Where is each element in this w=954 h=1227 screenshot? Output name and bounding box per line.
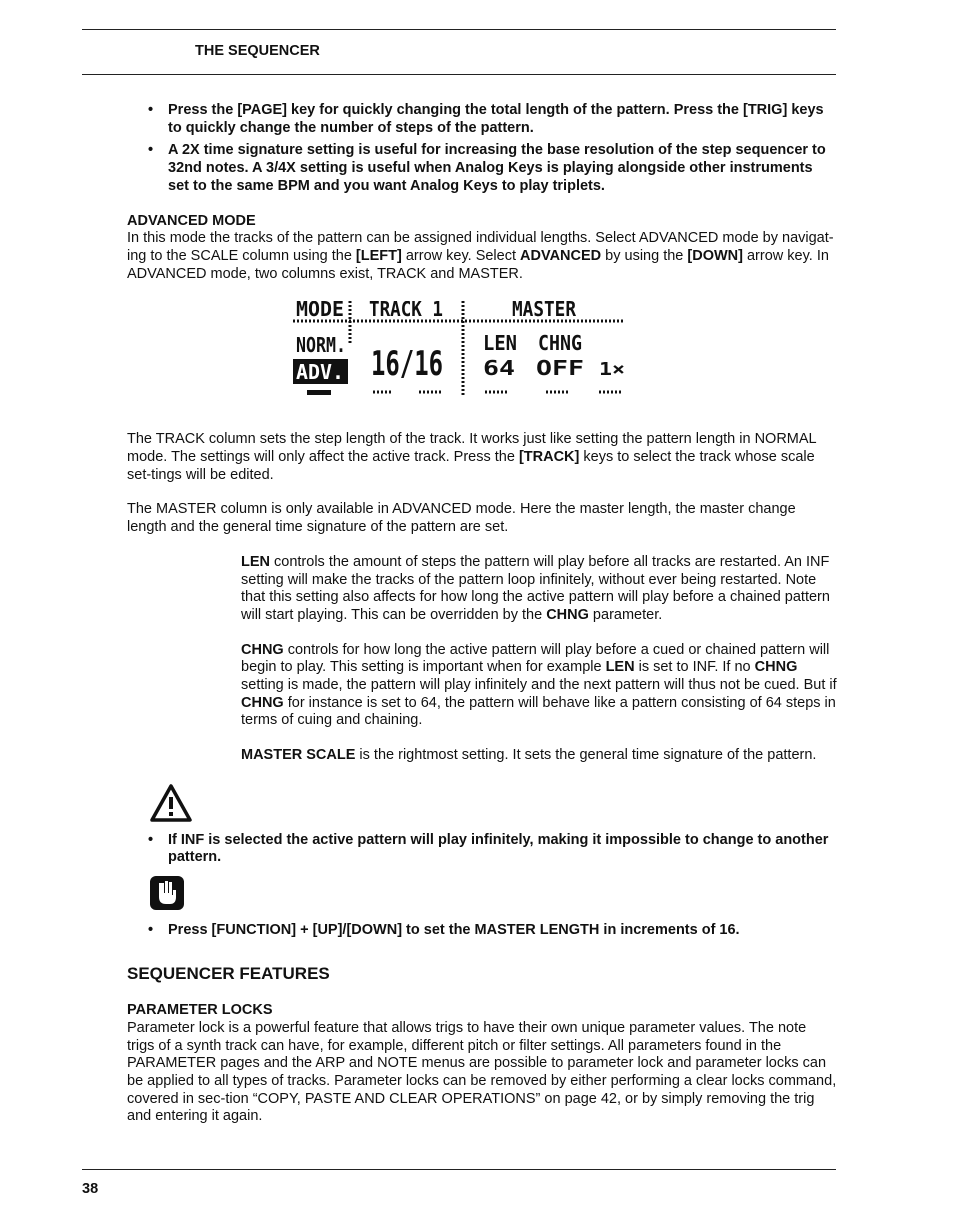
lcd-screen-illustration (293, 301, 629, 401)
parameter-locks-heading: PARAMETER LOCKS (127, 1002, 273, 1019)
tip-list (127, 922, 837, 940)
warning-icon-box (149, 783, 837, 829)
advanced-mode-heading: ADVANCED MODE (127, 212, 256, 229)
warning-triangle-icon (149, 783, 193, 823)
warning-list (127, 832, 837, 867)
lcd-screen (293, 301, 629, 401)
lcd-len-value: 64 (483, 356, 515, 381)
lcd-chng-label: CHNG (538, 331, 582, 356)
lcd-cursor-bar (307, 390, 331, 395)
lcd-col-mode: MODE (296, 301, 344, 322)
hand-tip-icon (149, 875, 185, 911)
len-paragraph: LEN controls the amount of steps the pattern will play before all tracks are restarted. An INF setting will make the tracks of the pattern loop infinitely, without ever being restarted. Note that this setting also affects for how long the active pattern will play before a chained pattern will start playing. This can be overridden by the CHNG parameter. (241, 553, 830, 623)
tip-bullet-master-length: • Press [FUNCTION] + [UP]/[DOWN] to set the MASTER LENGTH in increments of 16. (127, 922, 837, 940)
warning-bullet-inf: • If INF is selected the active pattern will play infinitely, making it impossible to change to another pattern. (127, 832, 837, 867)
header-rule-bottom (82, 74, 836, 75)
lcd-mode-normal: NORM. (296, 333, 346, 358)
lcd-len-label: LEN (483, 331, 517, 356)
page-content (127, 102, 837, 1126)
lcd-col-master: MASTER (512, 301, 577, 322)
page-number: 38 (82, 1181, 99, 1197)
tip-bullet-page-key: • Press the [PAGE] key for quickly changing the total length of the pattern. Press the [TRIG] keys to quickly change the number of steps of the pattern. (127, 102, 837, 137)
advanced-mode-intro: In this mode the tracks of the pattern can be assigned individual lengths. Select ADVANCED mode by navigat-ing to the SCALE column using the [LEFT] arrow key. Select ADVANCED by using the [DOWN] arrow key. In ADVANCED mode, two columns exist, TRACK and MASTER. (127, 230, 834, 282)
header-rule-top (82, 29, 836, 30)
tip-icon-box (149, 875, 837, 917)
lcd-track-length: 16/16 (371, 344, 443, 385)
tip-bullet-time-signature: • A 2X time signature setting is useful for increasing the base resolution of the step sequencer to 32nd notes. A 3/4X setting is useful when Analog Keys is playing alongside other instruments set to the same BPM and you want Analog Keys to play triplets. (127, 142, 837, 195)
sequencer-features-title: SEQUENCER FEATURES (127, 964, 330, 984)
lcd-mode-advanced: ADV. (296, 360, 344, 385)
footer-rule (82, 1169, 836, 1170)
lcd-scale-value: 1× (599, 359, 625, 381)
parameter-locks-paragraph: Parameter lock is a powerful feature that allows trigs to have their own unique parameter values. The note trigs of a synth track can have, for example, different pitch or filter settings. All parameters found in the PARAMETER pages and the ARP and NOTE menus are possible to parameter lock and parameter locks can be applied to all types of tracks. Parameter locks can be removed by either performing a clear locks command, covered in sec-tion “COPY, PASTE AND CLEAR OPERATIONS” on page 42, or by simply removing the trig and entering it again. (127, 1019, 837, 1125)
track-column-paragraph: The TRACK column sets the step length of the track. It works just like setting the pattern length in NORMAL mode. The settings will only affect the active track. Press the [TRACK] keys to select the track whose scale set-tings will be edited. (127, 431, 817, 483)
master-column-paragraph: The MASTER column is only available in ADVANCED mode. Here the master length, the master change length and the general time signature of the pattern are set. (127, 501, 796, 536)
top-tips-list (127, 102, 837, 196)
master-scale-paragraph: MASTER SCALE is the rightmost setting. It sets the general time signature of the pattern. (241, 747, 817, 764)
lcd-chng-value: OFF (536, 356, 584, 381)
chng-paragraph: CHNG controls for how long the active pattern will play before a cued or chained pattern will begin to play. This setting is important when for example LEN is set to INF. If no CHNG setting is made, the pattern will play infinitely and the next pattern will thus not be cued. But if CHNG for instance is set to 64, the pattern will behave like a pattern consisting of 64 steps in terms of cuing and chaining. (241, 641, 837, 729)
lcd-col-track: TRACK 1 (369, 301, 443, 322)
section-header: THE SEQUENCER (195, 43, 320, 59)
